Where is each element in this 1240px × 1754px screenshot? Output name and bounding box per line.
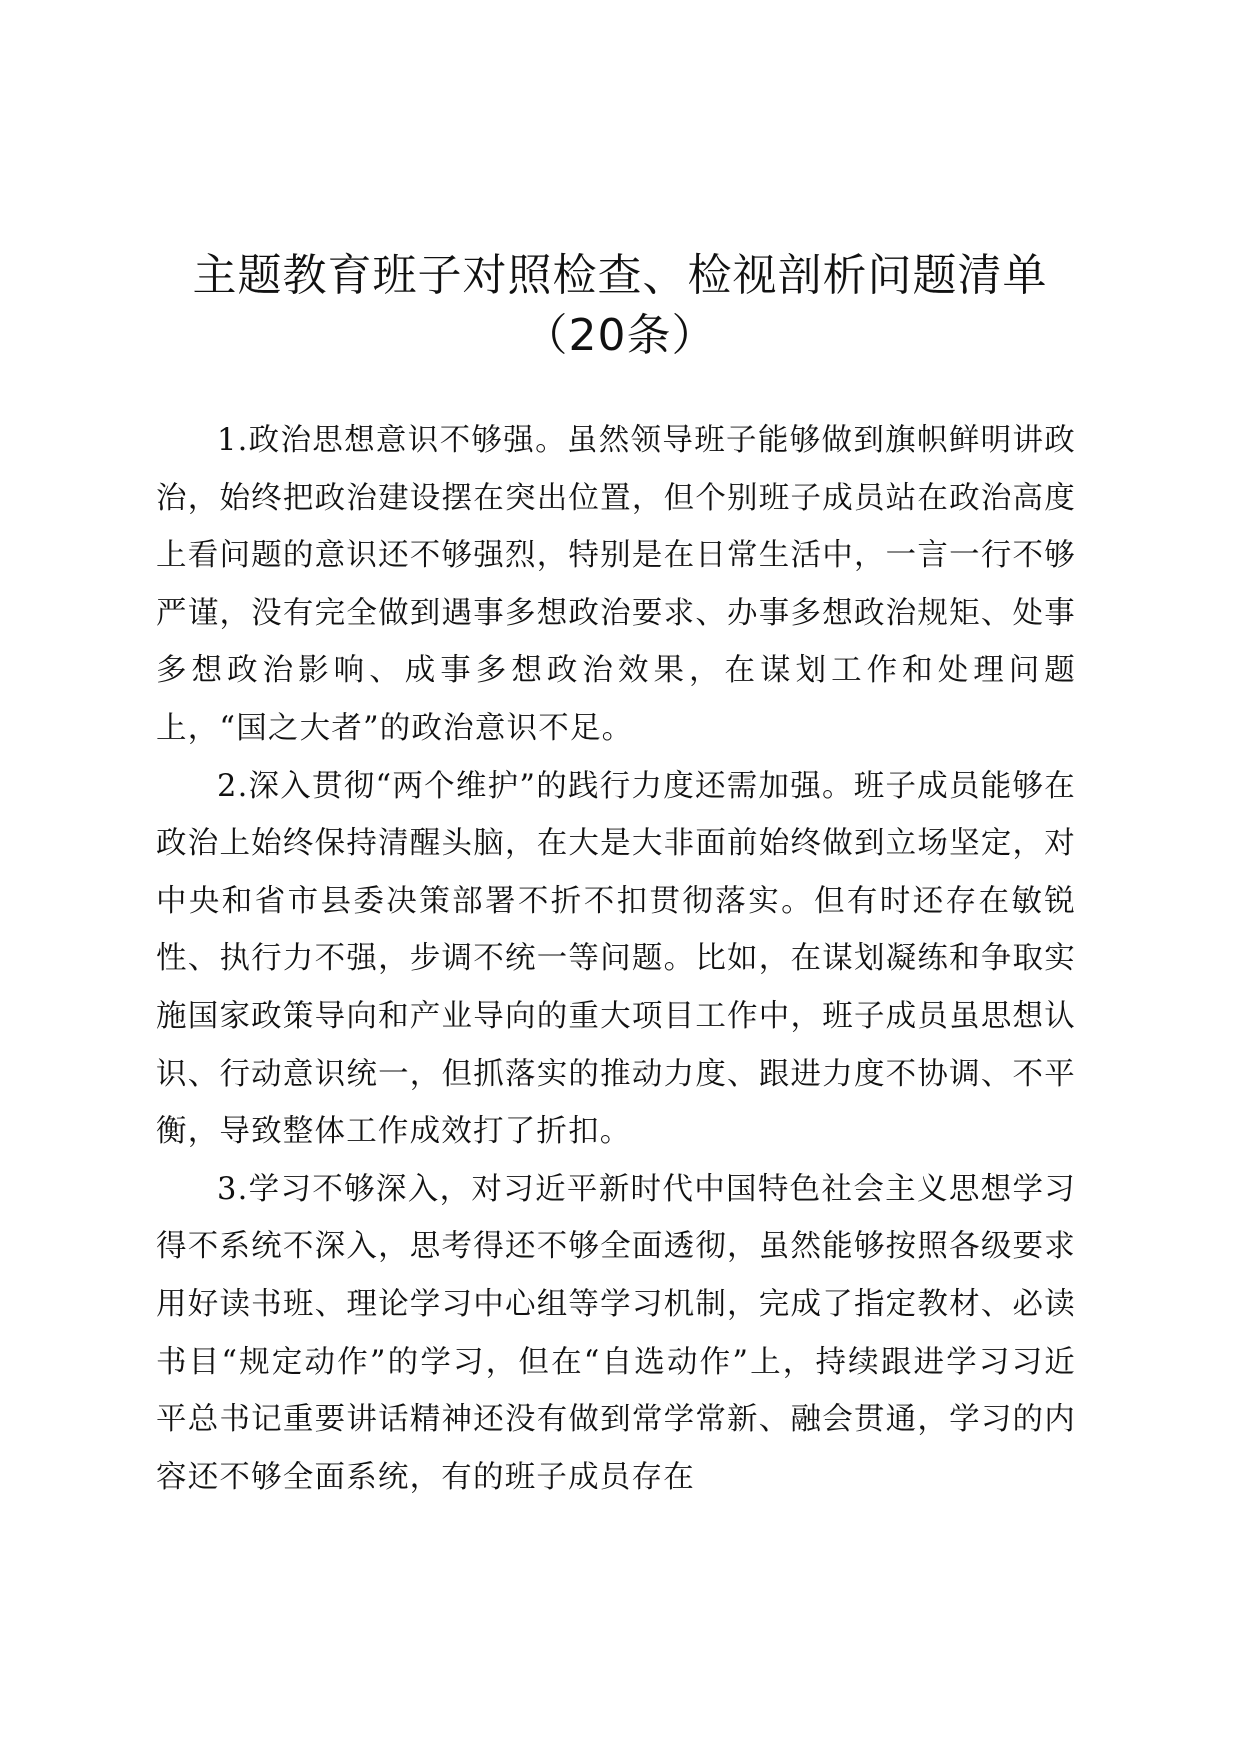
paragraph-3: 3.学习不够深入，对习近平新时代中国特色社会主义思想学习得不系统不深入，思考得还不够全面透彻，虽然能够按照各级要求用好读书班、理论学习中心组等学习机制，完成了指定教材、必读书目“规定动作”的学习，但在“自选动作”上，持续跟进学习习近平总书记重要讲话精神还没有做到常学常新、融会贯通，学习的内容还不够全面系统，有的班子成员存在 — [156, 1171, 1076, 1495]
document-subtitle: （20条） — [523, 310, 717, 361]
document-body — [156, 412, 1076, 1506]
paragraph-1: 1.政治思想意识不够强。虽然领导班子能够做到旗帜鲜明讲政治，始终把政治建设摆在突出位置，但个别班子成员站在政治高度上看问题的意识还不够强烈，特别是在日常生活中，一言一行不够严谨，没有完全做到遇事多想政治要求、办事多想政治规矩、处事多想政治影响、成事多想政治效果，在谋划工作和处理问题上，“国之大者”的政治意识不足。 — [156, 423, 1076, 746]
document-title: 主题教育班子对照检查、检视剖析问题清单 — [192, 250, 1048, 301]
paragraph-2: 2.深入贯彻“两个维护”的践行力度还需加强。班子成员能够在政治上始终保持清醒头脑，在大是大非面前始终做到立场坚定，对中央和省市县委决策部署不折不扣贯彻落实。但有时还存在敏锐性、执行力不强，步调不统一等问题。比如，在谋划凝练和争取实施国家政策导向和产业导向的重大项目工作中，班子成员虽思想认识、行动意识统一，但抓落实的推动力度、跟进力度不协调、不平衡，导致整体工作成效打了折扣。 — [156, 768, 1076, 1150]
